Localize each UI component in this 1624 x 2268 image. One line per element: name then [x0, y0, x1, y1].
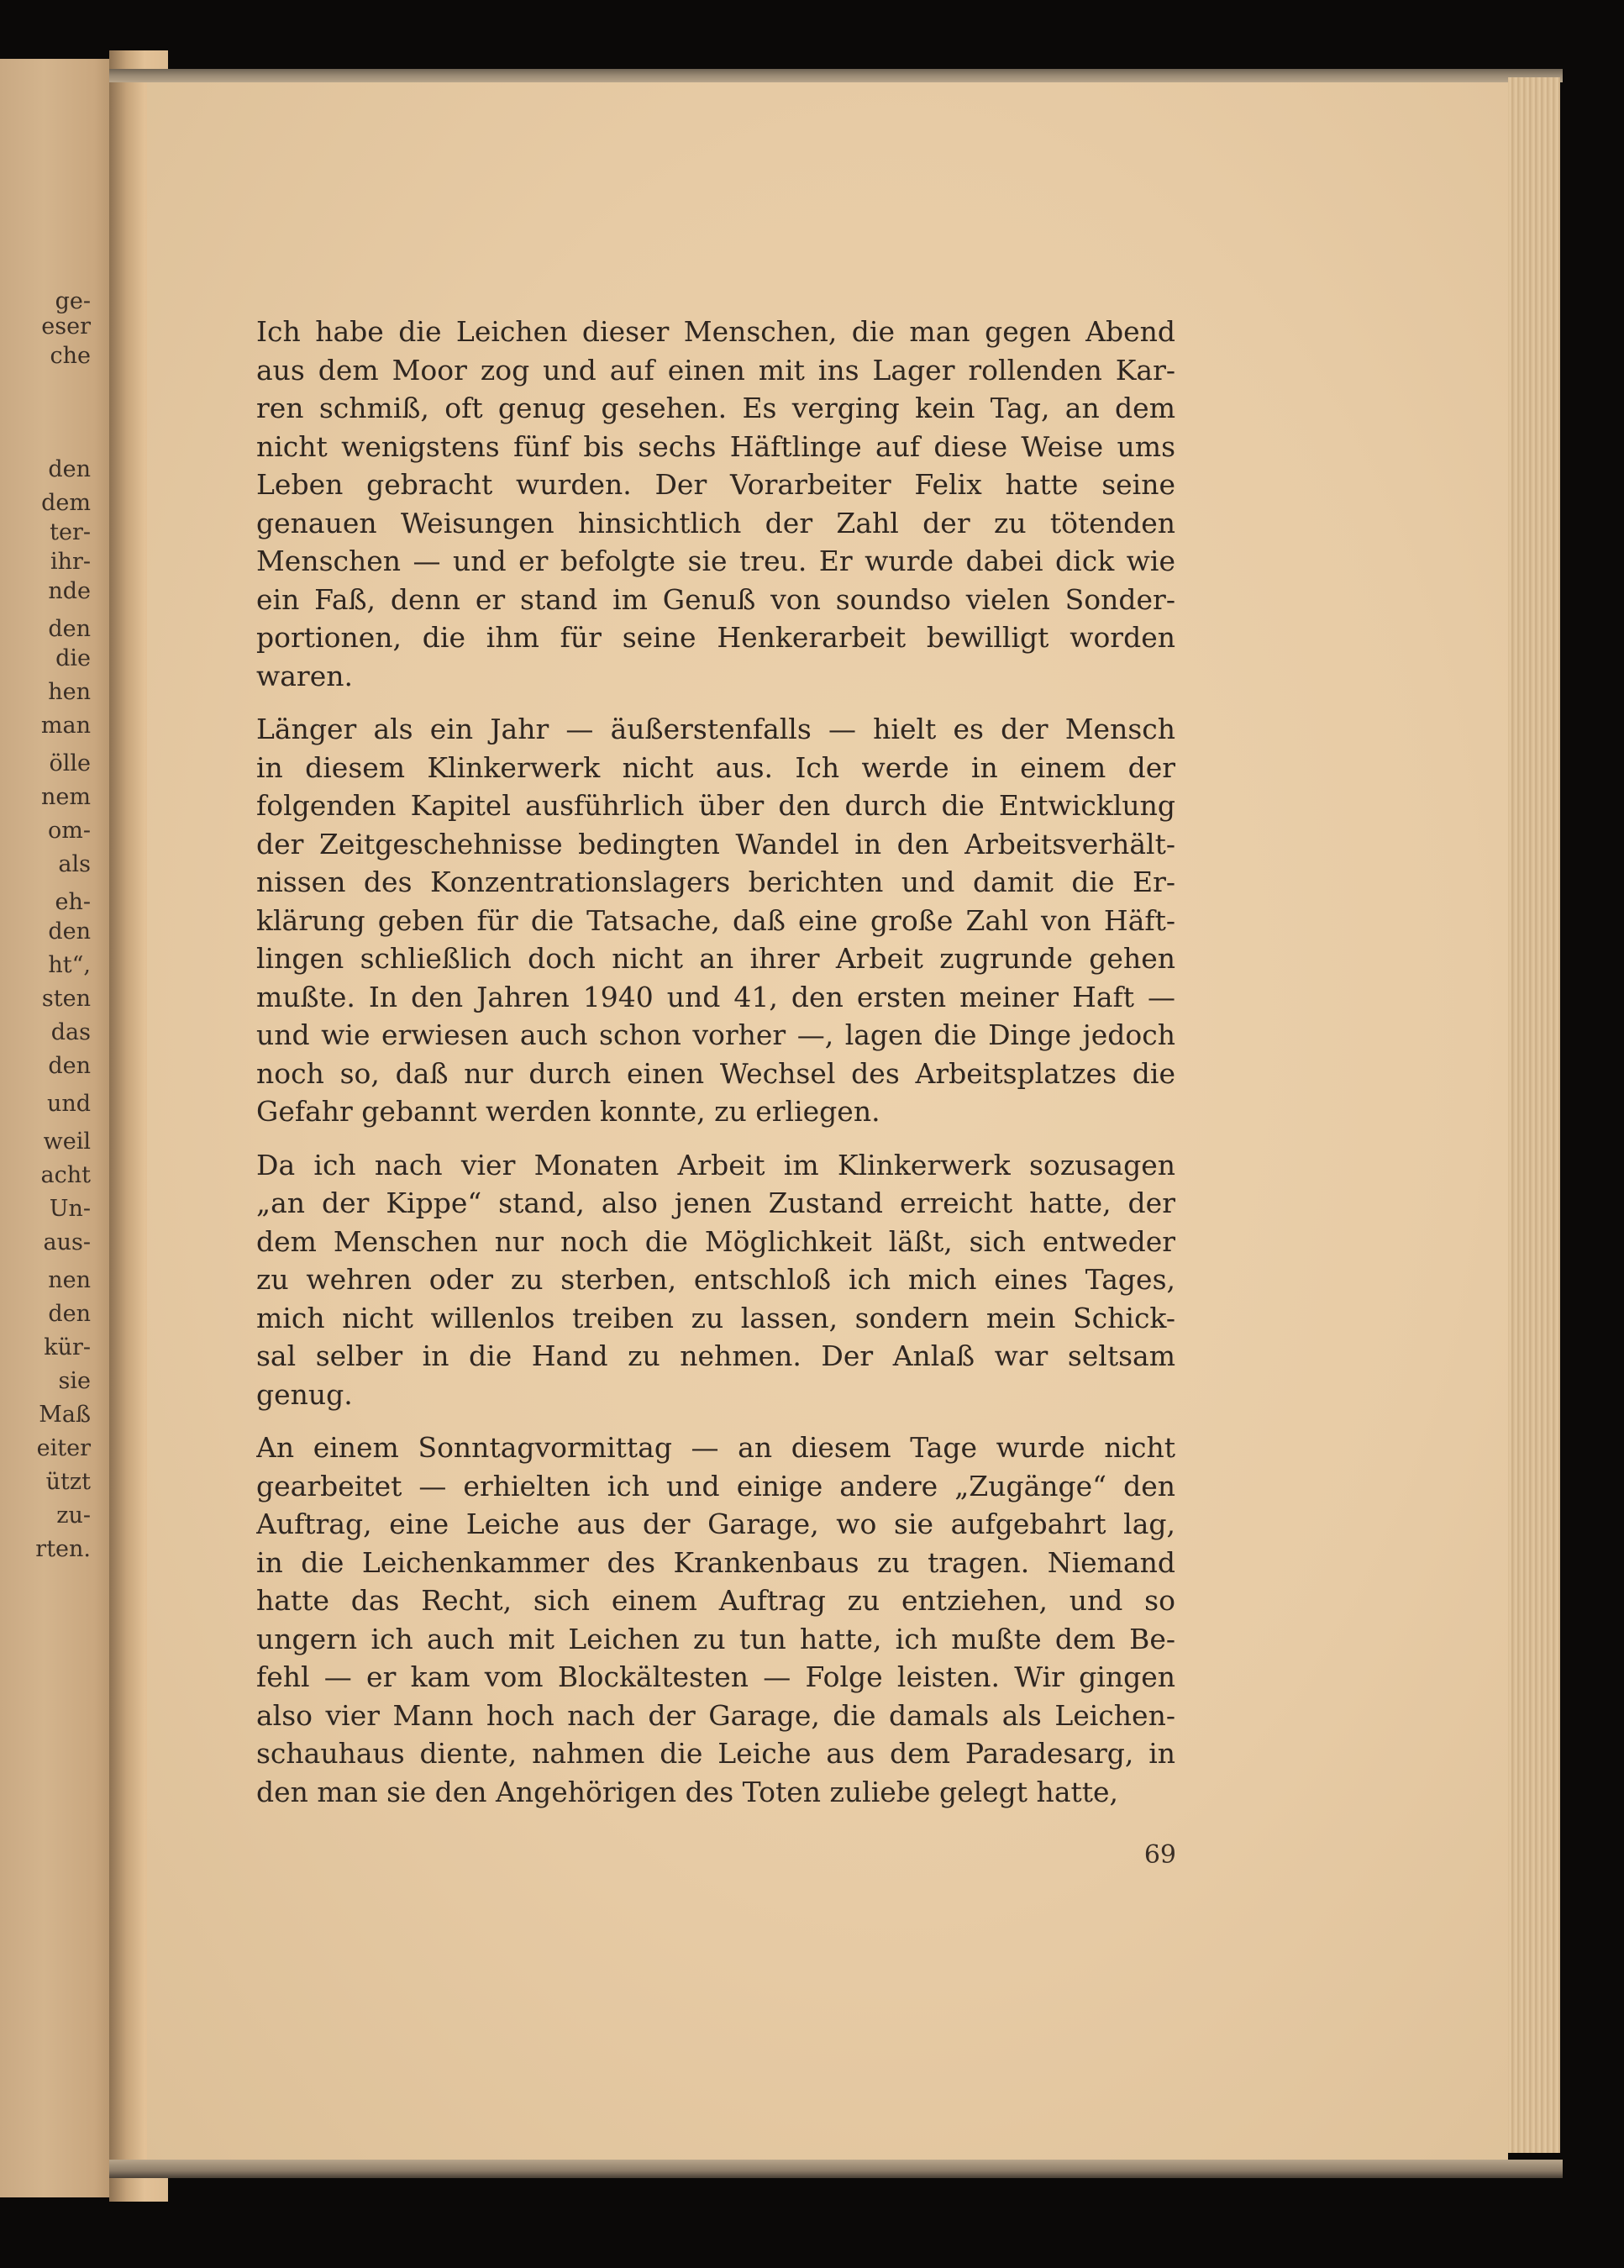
text-line: „an der Kippe“ stand, also jenen Zustand erreicht hatte, der: [256, 1187, 1175, 1219]
left-page-fragment: eh-: [55, 889, 91, 915]
paragraph: [256, 1429, 1175, 1811]
text-line: sal selber in die Hand zu nehmen. Der Anlaß war seltsam: [256, 1339, 1175, 1372]
text-line: ein Faß, denn er stand im Genuß von soundso vielen Sonder-: [256, 582, 1175, 616]
text-line: schauhaus diente, nahmen die Leiche aus dem Paradesarg, in: [256, 1737, 1175, 1770]
text-line: waren.: [256, 659, 353, 692]
body-text: [256, 313, 1175, 1811]
left-page-fragment: das: [50, 1019, 91, 1045]
paragraph: [256, 710, 1175, 1131]
left-page-fragment: zu-: [56, 1502, 91, 1529]
text-line: genug.: [256, 1377, 353, 1411]
left-page-fragment: ihr-: [50, 549, 91, 575]
left-page-fragment: sten: [41, 986, 91, 1012]
text-line: der Zeitgeschehnisse bedingten Wandel in den Arbeitsverhält-: [256, 827, 1175, 860]
left-page-fragment: nem: [41, 784, 91, 810]
left-page-fragment: den: [48, 1053, 91, 1079]
left-page-fragment: man: [40, 713, 91, 739]
text-line: genauen Weisungen hinsichtlich der Zahl der zu tötenden: [256, 506, 1175, 539]
text-line: lingen schließlich doch nicht an ihrer Arbeit zugrunde gehen: [256, 942, 1175, 975]
left-page-fragment: sie: [58, 1368, 91, 1394]
text-line: hatte das Recht, sich einem Auftrag zu entziehen, und so: [256, 1584, 1175, 1617]
left-page-fragment: eser: [41, 313, 91, 339]
left-page-fragment: den: [48, 616, 91, 642]
text-line: dem Menschen nur noch die Möglichkeit läßt, sich entweder: [256, 1224, 1175, 1258]
paragraph: [256, 1146, 1175, 1414]
left-page-fragment: und: [46, 1091, 91, 1117]
text-line: Leben gebracht wurden. Der Vorarbeiter Felix hatte seine: [256, 468, 1175, 501]
text-line: nicht wenigstens fünf bis sechs Häftlinge auf diese Weise ums: [256, 429, 1175, 463]
paragraph-gap: [256, 1413, 1175, 1429]
text-line: aus dem Moor zog und auf einen mit ins Lager rollenden Kar-: [256, 353, 1175, 387]
left-page-fragment: rten.: [35, 1536, 91, 1562]
paragraph: [256, 313, 1175, 695]
text-line: Menschen — und er befolgte sie treu. Er wurde dabei dick wie: [256, 545, 1175, 577]
text-line: An einem Sonntagvormittag — an diesem Tage wurde nicht: [256, 1431, 1175, 1464]
left-page-fragment: ölle: [49, 750, 91, 776]
left-page-fragment: nde: [48, 578, 91, 604]
left-page-fragment: aus-: [43, 1229, 91, 1255]
left-page-fragment: acht: [40, 1162, 91, 1188]
left-page-fragment: dem: [41, 490, 91, 516]
text-line: Gefahr gebannt werden konnte, zu erliegen.: [256, 1095, 880, 1128]
paragraph-gap: [256, 695, 1175, 710]
left-page-fragment: den: [48, 456, 91, 482]
text-line: Ich habe die Leichen dieser Menschen, die man gegen Abend: [256, 315, 1175, 348]
left-page-fragment: als: [58, 851, 91, 877]
text-line: portionen, die ihm für seine Henkerarbeit bewilligt worden: [256, 621, 1175, 654]
left-page-fragment: om-: [48, 818, 91, 844]
text-line: noch so, daß nur durch einen Wechsel des Arbeitsplatzes die: [256, 1056, 1175, 1090]
paragraph-gap: [256, 1131, 1175, 1146]
text-line: mußte. In den Jahren 1940 und 41, den ersten meiner Haft —: [256, 980, 1175, 1013]
text-line: Auftrag, eine Leiche aus der Garage, wo sie aufgebahrt lag,: [256, 1508, 1175, 1540]
left-page-fragment: nen: [48, 1267, 91, 1293]
left-page-fragment: weil: [43, 1129, 91, 1155]
text-line: gearbeitet — erhielten ich und einige andere „Zugänge“ den: [256, 1469, 1175, 1502]
left-page-fragment: kür-: [44, 1334, 91, 1360]
left-page-fragment: den: [48, 1301, 91, 1327]
left-page-fragment: den: [48, 918, 91, 945]
page-bottom-edge: [109, 2160, 1563, 2178]
text-line: Da ich nach vier Monaten Arbeit im Klinkerwerk sozusagen: [256, 1148, 1175, 1181]
left-page-fragment: ter-: [50, 519, 91, 545]
text-line: ren schmiß, oft genug gesehen. Es verging kein Tag, an dem: [256, 392, 1175, 424]
text-line: in diesem Klinkerwerk nicht aus. Ich werde in einem der: [256, 750, 1175, 784]
left-page-fragment: Un-: [49, 1196, 91, 1222]
left-page-fragment: Maß: [39, 1402, 91, 1428]
page-number: 69: [1143, 1840, 1176, 1870]
text-line: klärung geben für die Tatsache, daß eine große Zahl von Häft-: [256, 903, 1175, 937]
text-line: fehl — er kam vom Blockältesten — Folge leisten. Wir gingen: [256, 1660, 1175, 1693]
left-page-fragment: ge-: [55, 288, 91, 314]
left-page-fragment: ützt: [45, 1469, 91, 1495]
text-line: folgenden Kapitel ausführlich über den durch die Entwicklung: [256, 789, 1175, 822]
text-line: also vier Mann hoch nach der Garage, die damals als Leichen-: [256, 1698, 1175, 1732]
left-page-fragment: ht“,: [48, 952, 91, 978]
page-top-edge: [109, 69, 1563, 82]
left-page-fragment: che: [50, 343, 91, 369]
left-page-fragment: eiter: [36, 1435, 91, 1461]
text-line: in die Leichenkammer des Krankenbaus zu tragen. Niemand: [256, 1545, 1175, 1579]
text-line: und wie erwiesen auch schon vorher —, lagen die Dinge jedoch: [256, 1018, 1175, 1051]
text-line: Länger als ein Jahr — äußerstenfalls — hielt es der Mensch: [256, 713, 1175, 745]
text-line: zu wehren oder zu sterben, entschloß ich mich eines Tages,: [256, 1263, 1175, 1296]
left-page-fragment: hen: [48, 679, 91, 705]
text-line: ungern ich auch mit Leichen zu tun hatte, ich mußte dem Be-: [256, 1622, 1175, 1655]
page-stack-edge: [1508, 77, 1560, 2153]
text-line: mich nicht willenlos treiben zu lassen, sondern mein Schick-: [256, 1301, 1175, 1334]
text-line: nissen des Konzentrationslagers berichten und damit die Er-: [256, 866, 1175, 898]
text-line: den man sie den Angehörigen des Toten zuliebe gelegt hatte,: [256, 1775, 1119, 1808]
left-page-edge: [0, 59, 126, 2197]
left-page-fragment: die: [55, 645, 91, 671]
